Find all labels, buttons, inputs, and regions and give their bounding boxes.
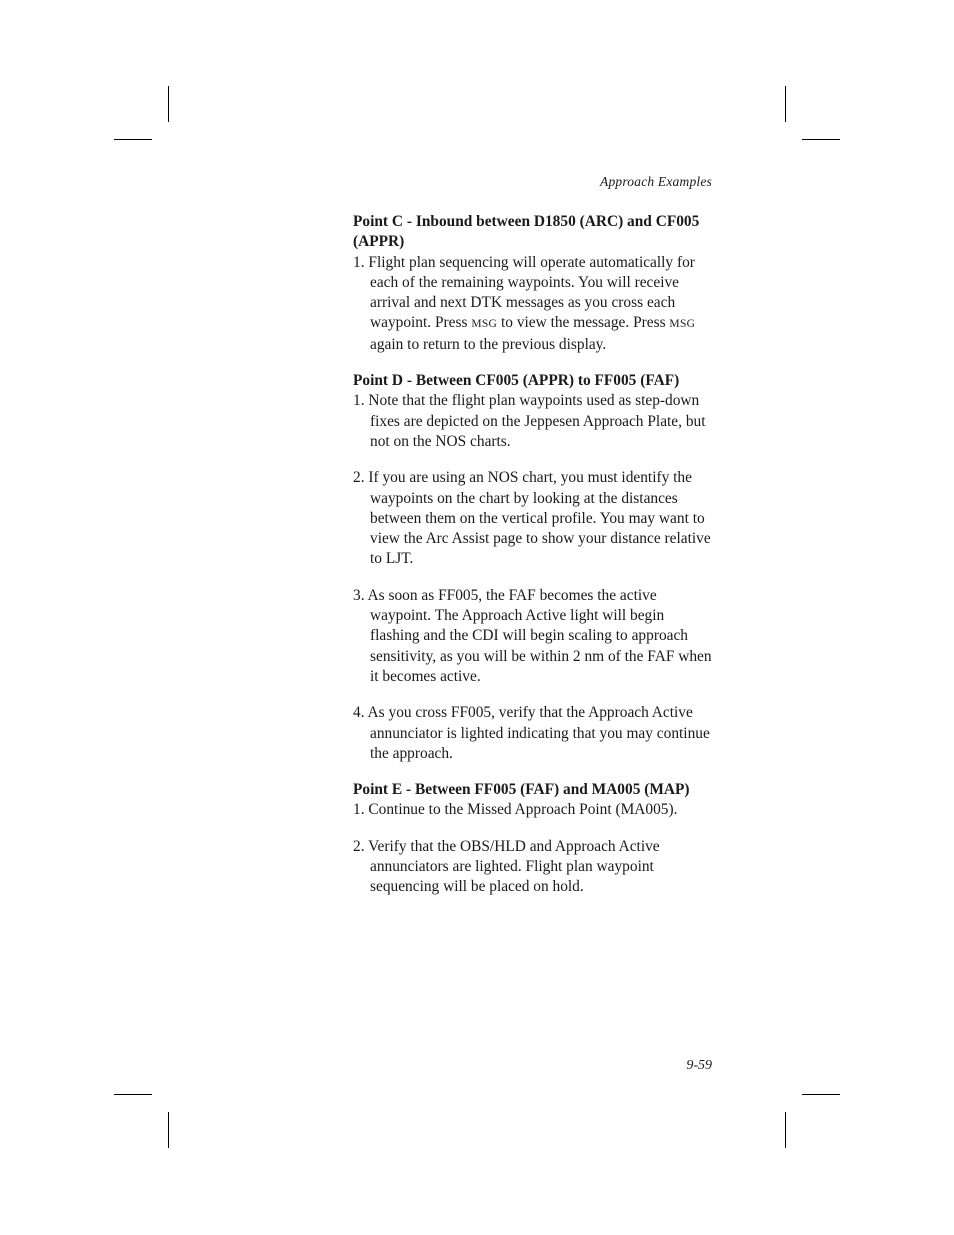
list-item: 3. As soon as FF005, the FAF becomes the active waypoint. The Approach Active light will begin flashing and the CDI will begin scaling to approach sensitivity, as you will be within 2 nm of the FAF when it becomes active.: [353, 586, 712, 685]
crop-mark: [802, 139, 840, 140]
crop-mark: [802, 1094, 840, 1095]
crop-mark: [785, 86, 786, 122]
list-item: 1. Continue to the Missed Approach Point (MA005).: [353, 801, 678, 819]
section-heading-point-d: Point D - Between CF005 (APPR) to FF005 (FAF): [353, 372, 680, 390]
crop-mark: [785, 1112, 786, 1148]
crop-mark: [168, 86, 169, 122]
section-heading-point-e: Point E - Between FF005 (FAF) and MA005 (MAP): [353, 781, 690, 799]
crop-mark: [168, 1112, 169, 1148]
running-head: Approach Examples: [600, 174, 712, 189]
list-item: 2. Verify that the OBS/HLD and Approach Active annunciators are lighted. Flight plan waypoint sequencing will be placed on hold.: [353, 837, 660, 896]
list-item: 4. As you cross FF005, verify that the Approach Active annunciator is lighted indicating that you may continue the approach.: [353, 704, 710, 762]
item-text: to view the message. Press: [497, 314, 670, 332]
item-text: again to return to the previous display.: [370, 335, 607, 353]
section-heading-point-c: Point C - Inbound between D1850 (ARC) and CF005 (APPR): [353, 213, 700, 251]
list-item: 1. Note that the flight plan waypoints used as step-down fixes are depicted on the Jeppesen Approach Plate, but not on the NOS charts.: [353, 392, 706, 450]
crop-mark: [114, 139, 152, 140]
list-item: [353, 253, 715, 355]
page-content: [353, 212, 715, 898]
crop-mark: [114, 1094, 152, 1095]
msg-key-label: MSG: [471, 318, 498, 331]
list-item: 2. If you are using an NOS chart, you must identify the waypoints on the chart by looking at the distances between them on the vertical profile. You may want to view the Arc Assist page to show your distance relative to LJT.: [353, 469, 711, 568]
item-text: 1. Flight plan sequencing will operate automatically for each of the remaining waypoints. You will receive arrival and next DTK messages as you cross each waypoint. Press: [353, 253, 695, 332]
page-number: 9-59: [686, 1058, 712, 1073]
msg-key-label: MSG: [669, 318, 696, 331]
